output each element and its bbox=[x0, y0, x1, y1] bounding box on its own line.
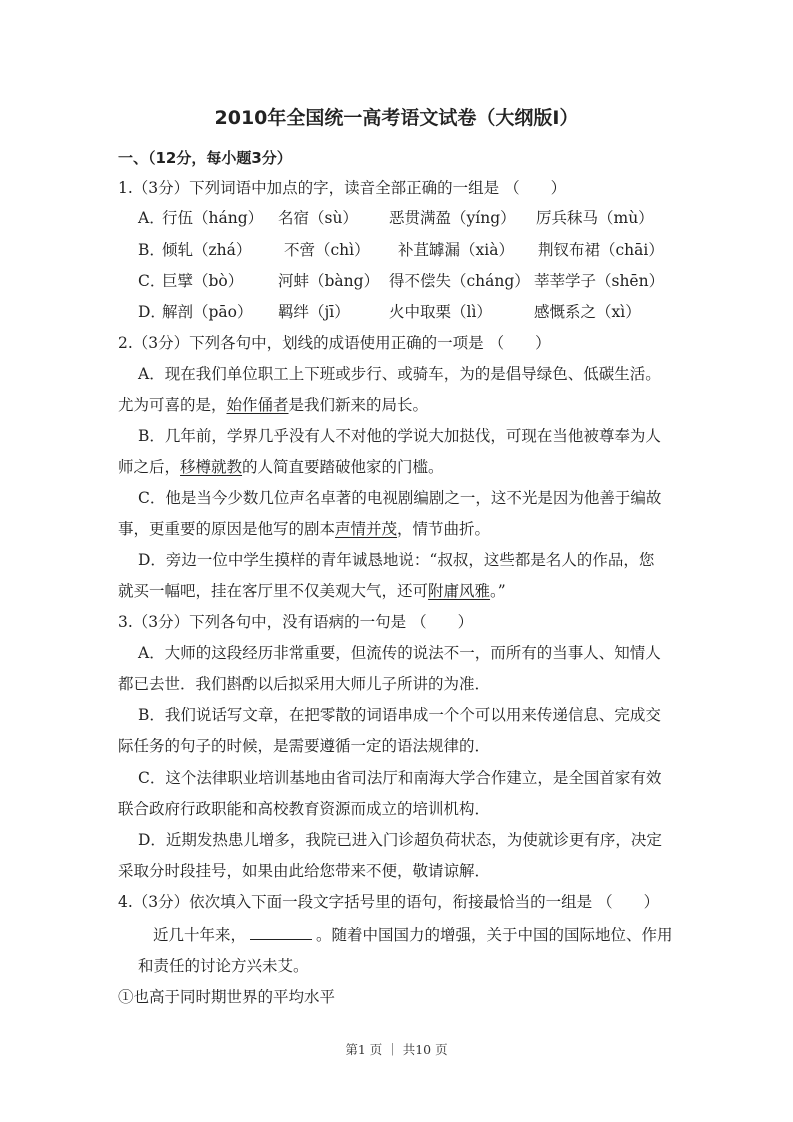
q3-option-b-line1: B．我们说话写文章，在把零散的词语串成一个个可以用来传递信息、完成交 bbox=[138, 706, 661, 724]
q2-option-d-line2: 就买一幅吧，挂在客厅里不仅美观大气，还可附庸风雅。” bbox=[118, 582, 506, 600]
underlined-idiom: 始作俑者 bbox=[226, 396, 289, 414]
question-2-stem: 2.（3分）下列各句中，划线的成语使用正确的一项是 （ ） bbox=[118, 334, 551, 352]
q4-passage-line1: 近几十年来， 。随着中国国力的增强，关于中国的国际地位、作用 bbox=[153, 926, 673, 944]
q3-option-c-line1: C．这个法律职业培训基地由省司法厅和南海大学合作建立，是全国首家有效 bbox=[138, 769, 662, 787]
underlined-idiom: 附庸风雅 bbox=[428, 582, 491, 600]
q2-option-b-line1: B．几年前，学界几乎没有人不对他的学说大加挞伐，可现在当他被尊奉为人 bbox=[138, 427, 661, 445]
section-heading: 一、（12分，每小题3分） bbox=[118, 149, 292, 167]
q3-option-c-line2: 联合政府行政职能和高校教育资源而成立的培训机构． bbox=[118, 800, 491, 818]
q3-option-a-line2: 都已去世．我们斟酌以后拟采用大师儿子所讲的为准． bbox=[118, 675, 491, 693]
exam-page: 2010年全国统一高考语文试卷（大纲版Ⅰ） 一、（12分，每小题3分） 1.（3分）下列词语中加点的字，读音全部正确的一组是 （ ） A． 行伍（háng） 名宿（sù） 恶贯满盈（yíng） 厉兵秣马（mù） B． 倾轧（zhá） 不啻（chì） 补苴罅漏（xià） 荆钗布裙（chāi） C． 巨擘（bò） 河蚌（bàng） 得不偿失（cháng） 莘莘学子（shēn） D． 解剖（pāo） 羁绊（jī） 火中取栗（lì） 感慨系之（xì） 2.（3分）下列各句中，划线的成语使用正确的一项是 （ ） A．现在我们单位职工上下班或步行、或骑车，为的是倡导绿色、低碳生活。 尤为可喜的是，始作俑者是我们新来的局长。 B．几年前，学界几乎没有人不对他的学说大加挞伐，可现在当他被尊奉为人 师之后，移樽就教的人简直要踏破他家的门槛。 C．他是当今少数几位声名卓著的电视剧编剧之一，这不光是因为他善于编故 事，更重要的原因是他写的剧本声情并茂，情节曲折。 D．旁边一位中学生摸样的青年诚恳地说：“叔叔，这些都是名人的作品，您 就买一幅吧，挂在客厅里不仅美观大气，还可附庸风雅。” 3.（3分）下列各句中，没有语病的一句是 （ ） A．大师的这段经历非常重要，但流传的说法不一，而所有的当事人、知情人 都已去世．我们斟酌以后拟采用大师儿子所讲的为准． B．我们说话写文章，在把零散的词语串成一个个可以用来传递信息、完成交 际任务的句子的时候，是需要遵循一定的语法规律的． C．这个法律职业培训基地由省司法厅和南海大学合作建立，是全国首家有效 联合政府行政职能和高校教育资源而成立的培训机构． D．近期发热患儿增多，我院已进入门诊超负荷状态，为使就诊更有序，决定 采取分时段挂号，如果由此给您带来不便，敬请谅解． 4.（3分）依次填入下面一段文字括号里的语句，衔接最恰当的一组是 （ ） 近几十年来， 。随着中国国力的增强，关于中国的国际地位、作用 和责任的讨论方兴未艾。 ①也高于同时期世界的平均水平 第1 页 ｜ 共10 页 bbox=[0, 0, 793, 1122]
q2-option-c-line1: C．他是当今少数几位声名卓著的电视剧编剧之一，这不光是因为他善于编故 bbox=[138, 489, 662, 507]
q2-option-a-line2: 尤为可喜的是，始作俑者是我们新来的局长。 bbox=[118, 396, 429, 414]
question-1-stem: 1.（3分）下列词语中加点的字，读音全部正确的一组是 （ ） bbox=[118, 179, 567, 197]
underlined-idiom: 声情并茂 bbox=[335, 520, 398, 538]
q2-option-d-line1: D．旁边一位中学生摸样的青年诚恳地说：“叔叔，这些都是名人的作品，您 bbox=[138, 551, 655, 569]
q2-option-b-line2: 师之后，移樽就教的人简直要踏破他家的门槛。 bbox=[118, 458, 444, 476]
q3-option-d-line1: D．近期发热患儿增多，我院已进入门诊超负荷状态，为使就诊更有序，决定 bbox=[138, 831, 662, 849]
q4-choice-item-1: ①也高于同时期世界的平均水平 bbox=[118, 988, 336, 1006]
fill-in-blank bbox=[250, 925, 312, 940]
q3-option-d-line2: 采取分时段挂号，如果由此给您带来不便，敬请谅解． bbox=[118, 862, 491, 880]
q2-option-a-line1: A．现在我们单位职工上下班或步行、或骑车，为的是倡导绿色、低碳生活。 bbox=[138, 365, 661, 383]
question-3-stem: 3.（3分）下列各句中，没有语病的一句是 （ ） bbox=[118, 613, 474, 631]
document-title: 2010年全国统一高考语文试卷（大纲版Ⅰ） bbox=[214, 107, 579, 129]
q2-option-c-line2: 事，更重要的原因是他写的剧本声情并茂，情节曲折。 bbox=[118, 520, 491, 538]
q4-passage-line2: 和责任的讨论方兴未艾。 bbox=[138, 957, 309, 975]
q3-option-b-line2: 际任务的句子的时候，是需要遵循一定的语法规律的． bbox=[118, 737, 491, 755]
q3-option-a-line1: A．大师的这段经历非常重要，但流传的说法不一，而所有的当事人、知情人 bbox=[138, 644, 661, 662]
question-4-stem: 4.（3分）依次填入下面一段文字括号里的语句，衔接最恰当的一组是 （ ） bbox=[118, 893, 660, 911]
page-footer: 第1 页 ｜ 共10 页 bbox=[345, 1042, 448, 1057]
underlined-idiom: 移樽就教 bbox=[180, 458, 243, 476]
